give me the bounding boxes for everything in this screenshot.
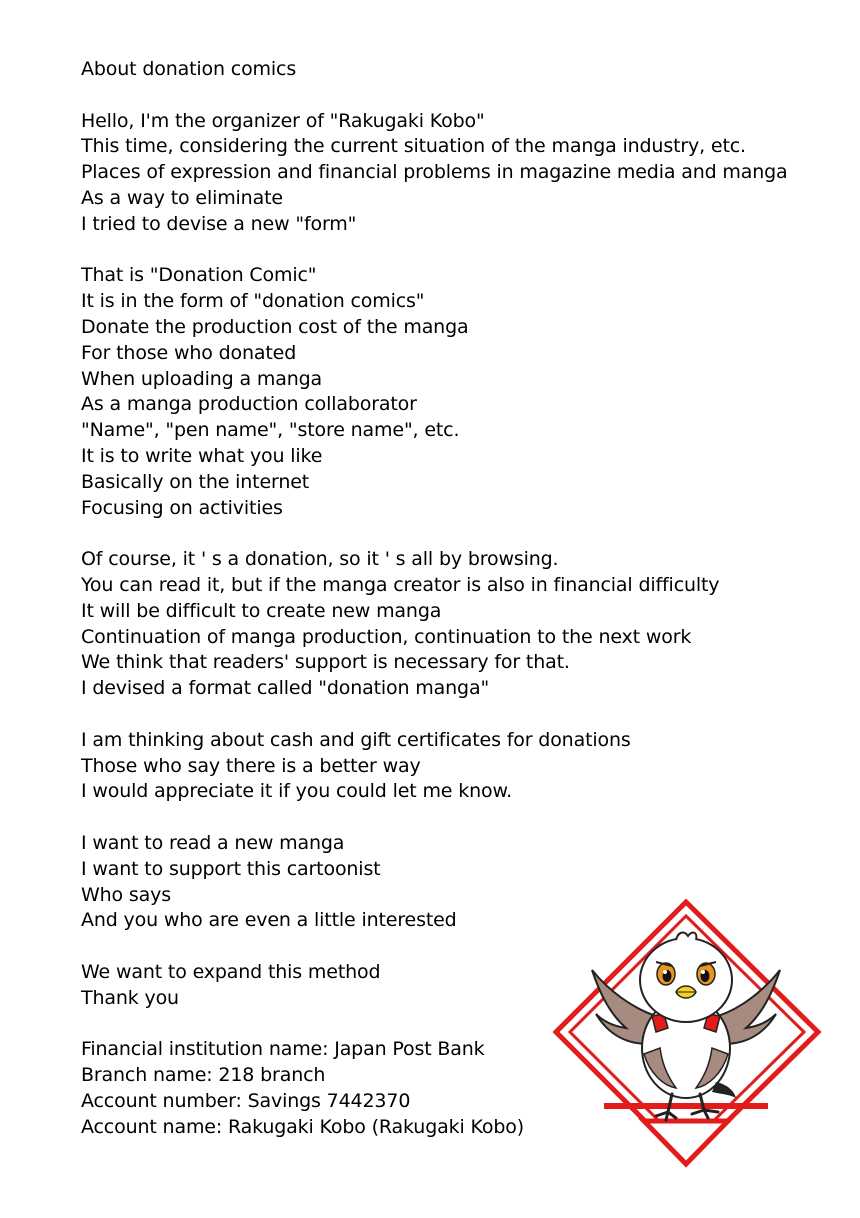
text-line: It is to write what you like	[81, 444, 323, 467]
text-line: "Name", "pen name", "store name", etc.	[81, 419, 460, 442]
paragraph-gap	[81, 702, 841, 728]
paragraph-gap	[81, 521, 841, 547]
text-line: Account name: Rakugaki Kobo (Rakugaki Kobo)	[81, 1115, 524, 1138]
bird-head	[640, 938, 732, 1022]
text-line: I tried to devise a new "form"	[81, 212, 357, 235]
paragraph-gap	[81, 83, 841, 109]
text-line: Thank you	[81, 986, 179, 1009]
text-line: You can read it, but if the manga creator is also in financial difficulty	[81, 573, 720, 596]
text-line: When uploading a manga	[81, 367, 323, 390]
text-line: It is in the form of "donation comics"	[81, 290, 425, 313]
text-line: Financial institution name: Japan Post Bank	[81, 1038, 485, 1061]
text-line: I am thinking about cash and gift certificates for donations	[81, 728, 631, 751]
text-line: Those who say there is a better way	[81, 754, 421, 777]
text-line: I would appreciate it if you could let me know.	[81, 780, 512, 803]
text-line: This time, considering the current situation of the manga industry, etc.	[81, 135, 746, 158]
paragraph-gap	[81, 238, 841, 264]
text-line: Focusing on activities	[81, 496, 283, 519]
text-line: I devised a format called "donation manga"	[81, 677, 490, 700]
text-line: I want to read a new manga	[81, 831, 345, 854]
bird-mascot-icon	[552, 898, 822, 1170]
bottom-bar	[604, 1103, 768, 1109]
text-line: We think that readers' support is necessary for that.	[81, 651, 570, 674]
text-line: For those who donated	[81, 341, 297, 364]
text-line: Basically on the internet	[81, 470, 310, 493]
text-line: As a manga production collaborator	[81, 393, 417, 416]
text-line: I want to support this cartoonist	[81, 857, 381, 880]
text-line: That is "Donation Comic"	[81, 264, 317, 287]
text-line: Hello, I'm the organizer of "Rakugaki Kobo"	[81, 109, 485, 132]
text-line: Places of expression and financial problems in magazine media and manga	[81, 161, 788, 184]
paragraph-gap	[81, 805, 841, 831]
text-line: Who says	[81, 883, 171, 906]
text-line: It will be difficult to create new manga	[81, 599, 442, 622]
document-title: About donation comics	[81, 58, 297, 80]
text-line: And you who are even a little interested	[81, 909, 457, 932]
text-line: Donate the production cost of the manga	[81, 315, 469, 338]
bottom-triangle	[644, 1121, 728, 1164]
text-line: As a way to eliminate	[81, 186, 283, 209]
text-line: Of course, it ' s a donation, so it ' s all by browsing.	[81, 548, 559, 571]
text-line: Continuation of manga production, continuation to the next work	[81, 625, 692, 648]
text-line: We want to expand this method	[81, 960, 381, 983]
text-line: Branch name: 218 branch	[81, 1064, 326, 1087]
text-line: Account number: Savings 7442370	[81, 1089, 411, 1112]
